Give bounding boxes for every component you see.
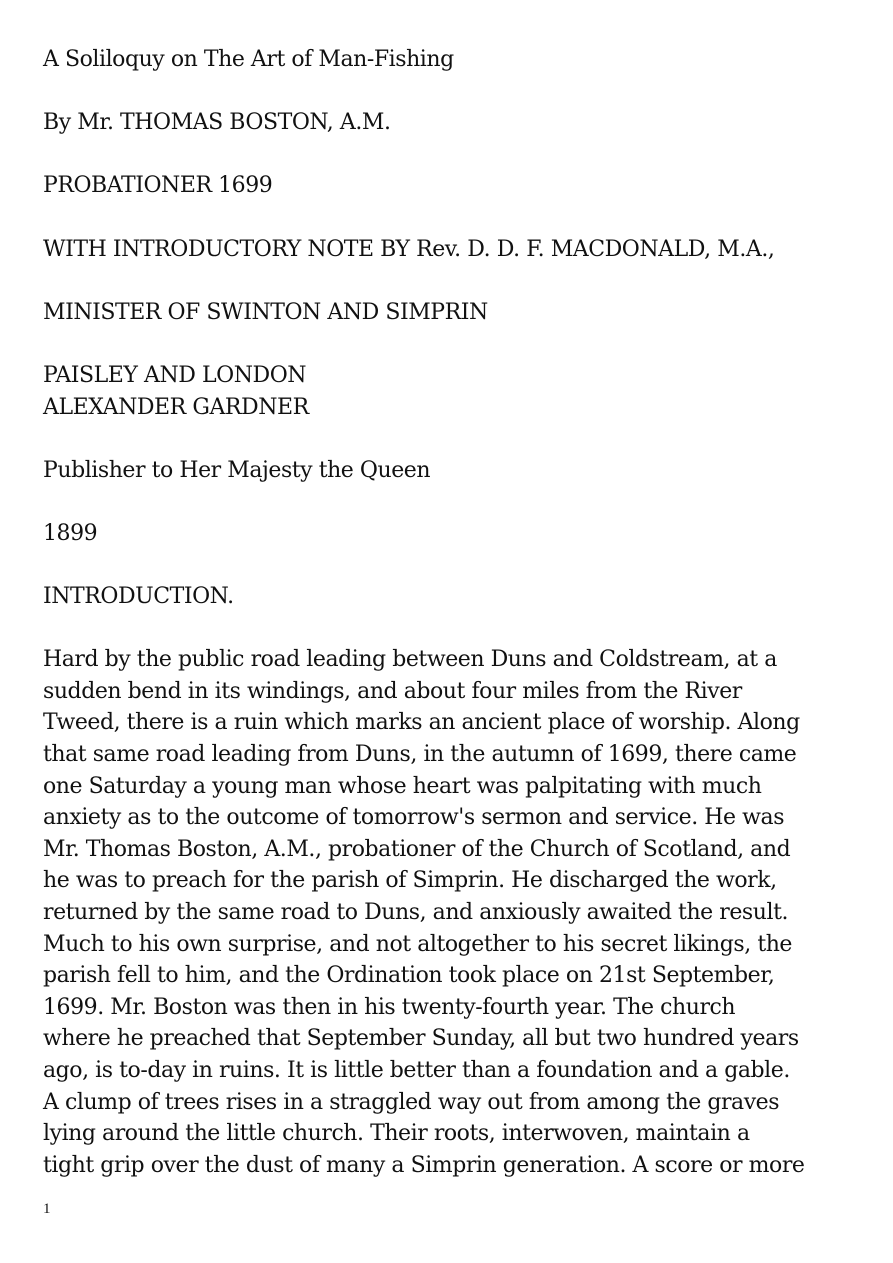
paragraph-line: Much to his own surprise, and not altogether to his secret likings, the	[43, 931, 792, 957]
probationer-line: PROBATIONER 1699	[43, 173, 273, 199]
publisher-name: ALEXANDER GARDNER	[43, 394, 309, 420]
paragraph-line: anxiety as to the outcome of tomorrow's sermon and service. He was	[43, 805, 785, 831]
paragraph-line: one Saturday a young man whose heart was palpitating with much	[43, 773, 762, 799]
publication-year: 1899	[43, 520, 98, 546]
page-number: 1	[43, 1201, 51, 1217]
paragraph-line: parish fell to him, and the Ordination took place on 21st September,	[43, 963, 775, 989]
paragraph-line: returned by the same road to Duns, and anxiously awaited the result.	[43, 900, 788, 926]
paragraph-line: A clump of trees rises in a straggled way out from among the graves	[43, 1089, 780, 1115]
publisher-role: Publisher to Her Majesty the Queen	[43, 457, 431, 483]
publisher-block	[43, 360, 849, 423]
paragraph-line: Mr. Thomas Boston, A.M., probationer of the Church of Scotland, and	[43, 836, 791, 862]
publisher-place: PAISLEY AND LONDON	[43, 362, 307, 388]
author-line: By Mr. THOMAS BOSTON, A.M.	[43, 110, 391, 136]
paragraph-line: Tweed, there is a ruin which marks an ancient place of worship. Along	[43, 710, 800, 736]
document-page	[43, 44, 849, 1181]
document-title: A Soliloquy on The Art of Man-Fishing	[43, 47, 454, 72]
paragraph-line: tight grip over the dust of many a Simprin generation. A score or more	[43, 1152, 805, 1178]
paragraph-line: that same road leading from Duns, in the autumn of 1699, there came	[43, 742, 797, 768]
introductory-note-line: WITH INTRODUCTORY NOTE BY Rev. D. D. F. MACDONALD, M.A.,	[43, 236, 775, 262]
paragraph-line: Hard by the public road leading between Duns and Coldstream, at a	[43, 647, 777, 673]
paragraph-line: ago, is to-day in ruins. It is little better than a foundation and a gable.	[43, 1058, 790, 1083]
minister-line: MINISTER OF SWINTON AND SIMPRIN	[43, 299, 488, 325]
introduction-paragraph	[43, 644, 849, 1181]
paragraph-line: sudden bend in its windings, and about four miles from the River	[43, 678, 742, 704]
paragraph-line: 1699. Mr. Boston was then in his twenty-fourth year. The church	[43, 994, 736, 1020]
paragraph-line: where he preached that September Sunday, all but two hundred years	[43, 1026, 799, 1052]
introduction-heading: INTRODUCTION.	[43, 584, 234, 610]
paragraph-line: he was to preach for the parish of Simprin. He discharged the work,	[43, 868, 777, 894]
paragraph-line: lying around the little church. Their roots, interwoven, maintain a	[43, 1121, 750, 1147]
